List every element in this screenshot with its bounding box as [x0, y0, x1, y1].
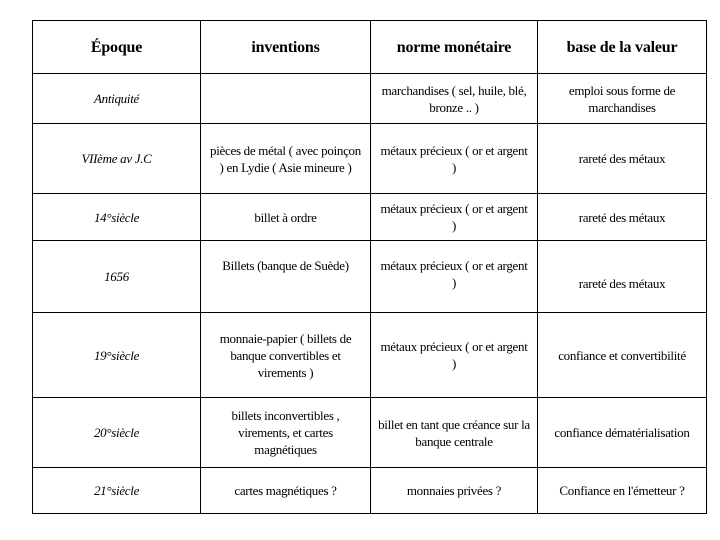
norme-cell: métaux précieux ( or et argent ) — [371, 313, 538, 398]
invention-cell: monnaie-papier ( billets de banque convertibles et virements ) — [201, 313, 371, 398]
epoch-cell: VIIème av J.C — [33, 124, 201, 194]
table-row — [33, 398, 707, 468]
norme-cell: marchandises ( sel, huile, blé, bronze .. ) — [371, 74, 538, 124]
norme-cell: métaux précieux ( or et argent ) — [371, 241, 538, 313]
norme-cell: billet en tant que créance sur la banque centrale — [371, 398, 538, 468]
base-cell: confiance et convertibilité — [538, 313, 707, 398]
table-row — [33, 74, 707, 124]
epoch-cell: 1656 — [33, 241, 201, 313]
base-cell: rareté des métaux — [538, 194, 707, 241]
table-row — [33, 241, 707, 313]
invention-cell: billets inconvertibles , virements, et cartes magnétiques — [201, 398, 371, 468]
table-row — [33, 124, 707, 194]
norme-cell: métaux précieux ( or et argent ) — [371, 124, 538, 194]
header-norme: norme monétaire — [371, 21, 538, 74]
base-cell: rareté des métaux — [538, 124, 707, 194]
invention-cell: pièces de métal ( avec poinçon ) en Lydie ( Asie mineure ) — [201, 124, 371, 194]
epoch-cell: 14°siècle — [33, 194, 201, 241]
money-history-table — [32, 20, 707, 514]
epoch-cell: 21°siècle — [33, 468, 201, 514]
table-row — [33, 313, 707, 398]
base-cell: Confiance en l'émetteur ? — [538, 468, 707, 514]
base-cell: confiance dématérialisation — [538, 398, 707, 468]
epoch-cell: 19°siècle — [33, 313, 201, 398]
invention-cell: Billets (banque de Suède) — [201, 241, 371, 313]
table-row — [33, 468, 707, 514]
header-row — [33, 21, 707, 74]
table-row — [33, 194, 707, 241]
base-cell: emploi sous forme de marchandises — [538, 74, 707, 124]
header-epoch: Époque — [33, 21, 201, 74]
header-inventions: inventions — [201, 21, 371, 74]
invention-cell — [201, 74, 371, 124]
norme-cell: monnaies privées ? — [371, 468, 538, 514]
epoch-cell: Antiquité — [33, 74, 201, 124]
header-base: base de la valeur — [538, 21, 707, 74]
invention-cell: cartes magnétiques ? — [201, 468, 371, 514]
norme-cell: métaux précieux ( or et argent ) — [371, 194, 538, 241]
invention-cell: billet à ordre — [201, 194, 371, 241]
base-cell: rareté des métaux — [538, 241, 707, 313]
epoch-cell: 20°siècle — [33, 398, 201, 468]
